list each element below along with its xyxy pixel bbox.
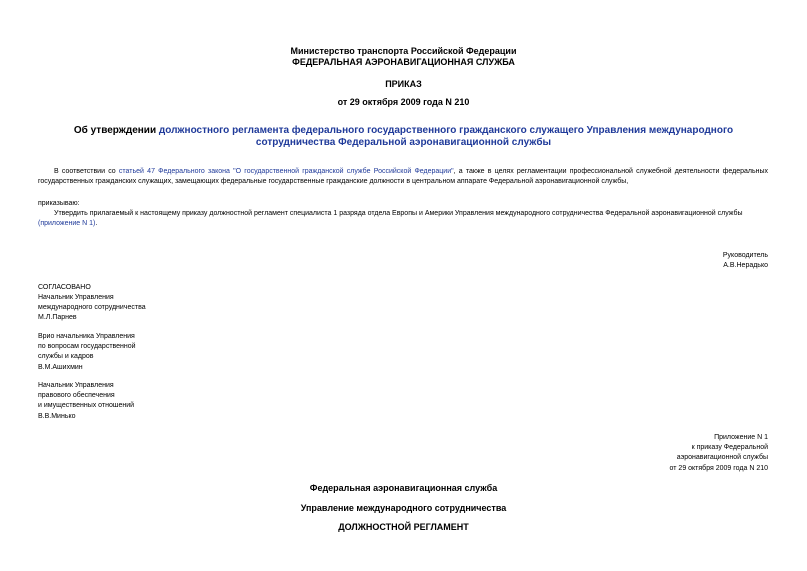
title-prefix: Об утверждении — [73, 125, 159, 136]
approval-block-3 — [38, 381, 134, 422]
footer-agency: Федеральная аэронавигационная служба — [309, 483, 498, 493]
approval-line: Врио начальника Управления — [38, 333, 135, 340]
approval-line: по вопросам государственной — [38, 343, 136, 351]
appendix-link[interactable]: (приложение N 1) — [38, 220, 96, 227]
order-word: приказываю: — [38, 200, 80, 207]
signature-block — [600, 251, 768, 271]
signature-name: А.В.Нерадько — [723, 262, 768, 270]
approval-line: Начальник Управления — [38, 294, 114, 301]
order-text: Утвердить прилагаемый к настоящему приказу должностной регламент специалиста 1 разряда отдела Европы и Америки Управления международного сотрудничества Федеральной аэронавигационной службы — [54, 210, 743, 217]
appendix-block — [568, 433, 768, 474]
law-link[interactable]: статьей 47 Федерального закона "О государственной гражданской службе Российской Федерации" — [118, 168, 454, 175]
order-paragraph — [38, 209, 768, 229]
approval-heading: СОГЛАСОВАНО — [38, 284, 91, 291]
footer-doc-title: ДОЛЖНОСТНОЙ РЕГЛАМЕНТ — [338, 522, 469, 532]
order-end: . — [95, 220, 98, 227]
approval-line: Начальник Управления — [38, 382, 114, 389]
footer-department: Управление международного сотрудничества — [300, 503, 507, 513]
approval-line: международного сотрудничества — [38, 304, 146, 312]
signature-position: Руководитель — [722, 252, 768, 259]
intro-text-1: В соответствии со — [54, 168, 119, 175]
appendix-line: аэронавигационной службы — [676, 454, 768, 462]
intro-text-2: , а также в целях регламентации профессиональной служебной деятельности федеральных государственных гражданских служащих, замещающих федеральные государственные гражданские должности в центральном аппарате Федеральной аэронавигационной службы, — [38, 168, 769, 185]
date-number: от 29 октября 2009 года N 210 — [337, 97, 470, 107]
title-link[interactable]: должностного регламента федерального государственного гражданского служащего Управления международного сотрудничества Федеральной аэронавигационной службы — [158, 125, 734, 148]
approval-block-2 — [38, 332, 136, 373]
approval-line: В.В.Минько — [38, 412, 76, 420]
doc-type: ПРИКАЗ — [385, 79, 422, 89]
approval-line: М.Л.Парнев — [38, 314, 77, 322]
agency-heading: ФЕДЕРАЛЬНАЯ АЭРОНАВИГАЦИОННАЯ СЛУЖБА — [292, 57, 515, 67]
approval-line: правового обеспечения — [38, 392, 115, 400]
appendix-line: Приложение N 1 — [714, 434, 768, 441]
ministry-heading: Министерство транспорта Российской Федерации — [290, 46, 517, 56]
approval-line: В.М.Ашихмин — [38, 363, 83, 371]
document-title — [36, 125, 771, 149]
intro-paragraph — [38, 167, 768, 187]
appendix-line: от 29 октября 2009 года N 210 — [669, 464, 768, 472]
approval-line: и имущественных отношений — [38, 402, 135, 410]
approval-block-1 — [38, 293, 146, 324]
approval-line: службы и кадров — [38, 353, 94, 361]
appendix-line: к приказу Федеральной — [691, 444, 768, 452]
